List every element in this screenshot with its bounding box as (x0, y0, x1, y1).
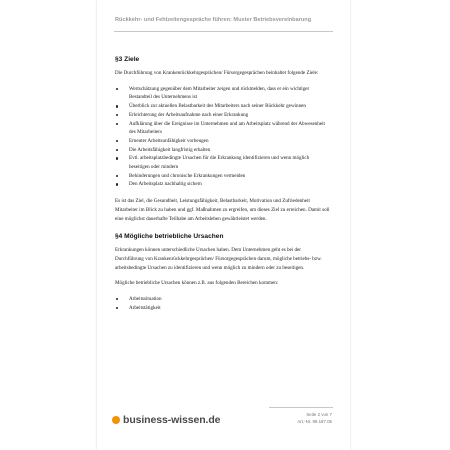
list-item-text: Überblick zur aktuellen Belastbarkeit des Mitarbeiters nach seiner Rückkehr gewinnen (129, 103, 306, 110)
list-item (115, 295, 331, 304)
section-4-paragraph-1: Erkrankungen können unterschiedliche Ursachen haben. Dem Unternehmen geht es bei der Durchführung von Krankenrückkehrgesprächen/ Fürsorgegesprächen darum, mögliche betriebs- bzw. arbeitsbedingte Ursachen zu identifizieren und wenn möglich zu mindern oder zu beseitigen. (115, 247, 322, 271)
section-3-intro: Die Durchführung von Krankenrückkehrgesprächen/ Fürsorgegesprächen beinhaltet folgende Ziele: (115, 70, 319, 76)
bullet-icon (116, 105, 118, 107)
section-4-heading: §4 Mögliche betriebliche Ursachen (115, 233, 224, 241)
list-item-text: Arbeitssituation (129, 296, 162, 303)
page-number: Seite 2 von 7 (306, 412, 332, 417)
list-item (115, 85, 331, 102)
bullet-icon (116, 149, 118, 151)
bullet-icon (116, 123, 118, 125)
bullet-icon (116, 298, 118, 300)
bullet-icon (116, 114, 118, 116)
footer-divider (269, 407, 333, 408)
list-item (115, 102, 331, 111)
section-3-heading: §3 Ziele (115, 56, 140, 63)
list-item (115, 304, 331, 313)
list-item-text: Wertschätzung gegenüber dem Mitarbeiter zeigen und rückmelden, dass er ein wichtiger Bestandteil des Unternehmens ist (129, 85, 310, 101)
list-item (115, 137, 331, 146)
bullet-icon (116, 140, 118, 142)
section-4-causes-list (115, 295, 331, 312)
section-3-closing: Es ist das Ziel, die Gesundheit, Leistungsfähigkeit, Belastbarkeit, Motivation und Zufriedenheit Mitarbeiter im Blick zu haben und ggf. Maßnahmen zu ergreifen, um dieses Ziel zu erreichen. Damit soll eine möglichst dauerhafte Teilhabe am Arbeitsleben gewährleistet werden. (115, 198, 330, 222)
list-item (115, 146, 331, 155)
list-item (115, 154, 331, 171)
bullet-icon (116, 88, 118, 90)
list-item-text: Behinderungen und chronische Erkrankungen vermeiden (129, 172, 246, 179)
list-item (115, 180, 331, 189)
bullet-icon (116, 157, 118, 159)
brand-dot-icon (112, 416, 120, 424)
list-item (115, 172, 331, 181)
page-info (297, 411, 332, 425)
document-page (97, 0, 350, 450)
list-item-text: Erleichterung der Arbeitsaufnahme nach einer Erkrankung (129, 111, 249, 118)
list-item (115, 120, 331, 137)
bullet-icon (116, 307, 118, 309)
list-item-text: Erneuter Arbeitsunfähigkeit vorbeugen (129, 137, 209, 144)
list-item-text: Arbeitstätigkeit (129, 304, 161, 311)
brand-name: business-wissen.de (123, 414, 221, 426)
page-content (115, 56, 331, 320)
brand-logo (112, 414, 220, 426)
bullet-icon (116, 183, 118, 185)
bullet-icon (116, 175, 118, 177)
list-item (115, 111, 331, 120)
list-item-text: Die Arbeitsfähigkeit langfristig erhalten (129, 146, 211, 153)
header-divider (114, 31, 333, 32)
section-4-paragraph-2: Mögliche betriebliche Ursachen können z.B. aus folgenden Bereichen kommen: (115, 280, 279, 287)
list-item-text: Aufklärung über die Ereignisse im Unternehmen und am Arbeitsplatz während der Abwesenheit des Mitarbeiters (129, 120, 325, 136)
section-3-goals-list (115, 85, 331, 189)
list-item-text: Evtl. arbeitsplatzbedingte Ursachen für die Erkrankung identifizieren und wenn möglich beseitigen oder mindern (129, 155, 310, 171)
article-number: Art.-Nr. 99.187.05 (297, 419, 332, 424)
page-header-title: Rückkehr- und Fehlzeitengespräche führen: Muster Betriebsvereinbarung (115, 17, 312, 23)
list-item-text: Den Arbeitsplatz nachhaltig sichern (129, 181, 202, 188)
